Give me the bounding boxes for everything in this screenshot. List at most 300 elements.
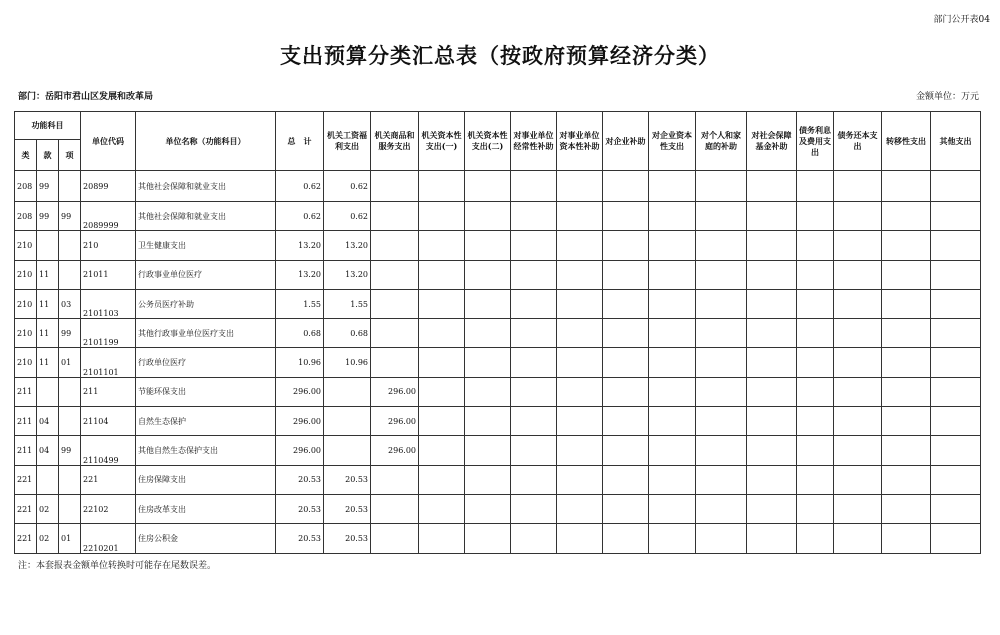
c2-cell <box>371 524 419 553</box>
c5-cell <box>511 289 557 318</box>
xiang-cell <box>59 465 81 494</box>
total-cell: 13.20 <box>276 260 324 289</box>
c3-cell <box>419 231 465 260</box>
header-c11: 债务利息及费用支出 <box>797 112 834 171</box>
c4-cell <box>465 171 511 202</box>
c6-cell <box>557 465 603 494</box>
lei-cell: 211 <box>15 407 37 436</box>
form-number: 部门公开表04 <box>933 15 990 25</box>
c8-cell <box>649 377 696 406</box>
c10-cell <box>747 377 797 406</box>
c2-cell <box>371 202 419 231</box>
c7-cell <box>603 260 649 289</box>
unit-code-cell: 2110499 <box>81 436 136 465</box>
unit-name-cell: 住房保障支出 <box>136 465 276 494</box>
table-header <box>15 112 981 171</box>
unit-code-cell: 2101103 <box>81 289 136 318</box>
kuan-cell: 11 <box>37 260 59 289</box>
total-cell: 10.96 <box>276 348 324 377</box>
lei-cell: 211 <box>15 436 37 465</box>
c13-cell <box>882 231 931 260</box>
unit-name-cell: 住房公积金 <box>136 524 276 553</box>
header-c4: 机关资本性支出(二) <box>465 112 511 171</box>
c4-cell <box>465 377 511 406</box>
c2-cell: 296.00 <box>371 407 419 436</box>
c1-cell: 10.96 <box>324 348 371 377</box>
c14-cell <box>931 202 981 231</box>
unit-name-cell: 住房改革支出 <box>136 494 276 523</box>
c5-cell <box>511 319 557 348</box>
c10-cell <box>747 202 797 231</box>
table-row <box>15 524 981 553</box>
c14-cell <box>931 231 981 260</box>
c1-cell <box>324 377 371 406</box>
unit-name-cell: 其他自然生态保护支出 <box>136 436 276 465</box>
c3-cell <box>419 260 465 289</box>
c7-cell <box>603 407 649 436</box>
unit-name-cell: 公务员医疗补助 <box>136 289 276 318</box>
header-c1: 机关工资福利支出 <box>324 112 371 171</box>
c7-cell <box>603 494 649 523</box>
table-row <box>15 348 981 377</box>
c10-cell <box>747 289 797 318</box>
c4-cell <box>465 260 511 289</box>
kuan-cell <box>37 465 59 494</box>
header-xiang: 项 <box>59 140 81 171</box>
c11-cell <box>797 377 834 406</box>
c13-cell <box>882 436 931 465</box>
c12-cell <box>834 202 882 231</box>
header-c10: 对社会保障基金补助 <box>747 112 797 171</box>
c14-cell <box>931 289 981 318</box>
c8-cell <box>649 231 696 260</box>
lei-cell: 208 <box>15 202 37 231</box>
c12-cell <box>834 348 882 377</box>
c12-cell <box>834 436 882 465</box>
c1-cell: 0.68 <box>324 319 371 348</box>
c10-cell <box>747 465 797 494</box>
c1-cell: 13.20 <box>324 231 371 260</box>
c14-cell <box>931 319 981 348</box>
c6-cell <box>557 436 603 465</box>
unit-code-cell: 221 <box>81 465 136 494</box>
c12-cell <box>834 377 882 406</box>
c1-cell: 0.62 <box>324 171 371 202</box>
c4-cell <box>465 348 511 377</box>
unit-name-cell: 节能环保支出 <box>136 377 276 406</box>
c3-cell <box>419 319 465 348</box>
unit-code-cell: 210 <box>81 231 136 260</box>
total-cell: 13.20 <box>276 231 324 260</box>
c3-cell <box>419 289 465 318</box>
xiang-cell: 99 <box>59 319 81 348</box>
xiang-cell: 03 <box>59 289 81 318</box>
c1-cell: 20.53 <box>324 524 371 553</box>
footnote: 注：本套报表金额单位转换时可能存在尾数误差。 <box>18 561 217 571</box>
lei-cell: 221 <box>15 465 37 494</box>
lei-cell: 211 <box>15 377 37 406</box>
unit-code-cell: 2210201 <box>81 524 136 553</box>
c2-cell <box>371 465 419 494</box>
c12-cell <box>834 465 882 494</box>
c4-cell <box>465 436 511 465</box>
xiang-cell <box>59 407 81 436</box>
c12-cell <box>834 231 882 260</box>
kuan-cell: 04 <box>37 407 59 436</box>
c3-cell <box>419 465 465 494</box>
total-cell: 20.53 <box>276 465 324 494</box>
c9-cell <box>696 465 747 494</box>
c14-cell <box>931 377 981 406</box>
c2-cell: 296.00 <box>371 377 419 406</box>
c12-cell <box>834 171 882 202</box>
xiang-cell: 01 <box>59 524 81 553</box>
c10-cell <box>747 171 797 202</box>
unit-name-cell: 行政事业单位医疗 <box>136 260 276 289</box>
c6-cell <box>557 231 603 260</box>
c7-cell <box>603 524 649 553</box>
c9-cell <box>696 407 747 436</box>
c10-cell <box>747 231 797 260</box>
xiang-cell: 99 <box>59 202 81 231</box>
kuan-cell: 02 <box>37 524 59 553</box>
unit-code-cell: 20899 <box>81 171 136 202</box>
kuan-cell: 11 <box>37 348 59 377</box>
header-unit-name: 单位名称（功能科目） <box>136 112 276 171</box>
c11-cell <box>797 319 834 348</box>
header-c9: 对个人和家庭的补助 <box>696 112 747 171</box>
xiang-cell <box>59 231 81 260</box>
c9-cell <box>696 494 747 523</box>
c10-cell <box>747 260 797 289</box>
c7-cell <box>603 202 649 231</box>
lei-cell: 210 <box>15 348 37 377</box>
c1-cell: 20.53 <box>324 494 371 523</box>
c5-cell <box>511 348 557 377</box>
c11-cell <box>797 260 834 289</box>
unit-code-cell: 21104 <box>81 407 136 436</box>
c6-cell <box>557 319 603 348</box>
c13-cell <box>882 260 931 289</box>
unit-code-cell: 22102 <box>81 494 136 523</box>
expenditure-table <box>14 111 981 554</box>
c4-cell <box>465 524 511 553</box>
c1-cell: 0.62 <box>324 202 371 231</box>
c10-cell <box>747 319 797 348</box>
c6-cell <box>557 407 603 436</box>
c10-cell <box>747 436 797 465</box>
header-c3: 机关资本性支出(一) <box>419 112 465 171</box>
c13-cell <box>882 494 931 523</box>
c3-cell <box>419 494 465 523</box>
c2-cell <box>371 260 419 289</box>
lei-cell: 210 <box>15 260 37 289</box>
table-row <box>15 289 981 318</box>
c8-cell <box>649 524 696 553</box>
c8-cell <box>649 319 696 348</box>
unit-code-cell: 2089999 <box>81 202 136 231</box>
c8-cell <box>649 260 696 289</box>
c4-cell <box>465 465 511 494</box>
c11-cell <box>797 524 834 553</box>
unit-code-cell: 2101199 <box>81 319 136 348</box>
header-c8: 对企业资本性支出 <box>649 112 696 171</box>
c14-cell <box>931 260 981 289</box>
table-row <box>15 436 981 465</box>
unit-name-cell: 行政单位医疗 <box>136 348 276 377</box>
c8-cell <box>649 202 696 231</box>
c1-cell: 20.53 <box>324 465 371 494</box>
c11-cell <box>797 436 834 465</box>
c9-cell <box>696 289 747 318</box>
c2-cell <box>371 319 419 348</box>
c5-cell <box>511 436 557 465</box>
c5-cell <box>511 524 557 553</box>
c9-cell <box>696 260 747 289</box>
c14-cell <box>931 494 981 523</box>
table-row <box>15 494 981 523</box>
header-unit-code: 单位代码 <box>81 112 136 171</box>
c13-cell <box>882 202 931 231</box>
c5-cell <box>511 171 557 202</box>
c6-cell <box>557 524 603 553</box>
xiang-cell <box>59 494 81 523</box>
unit-name-cell: 其他社会保障和就业支出 <box>136 202 276 231</box>
c7-cell <box>603 348 649 377</box>
c8-cell <box>649 436 696 465</box>
xiang-cell: 01 <box>59 348 81 377</box>
c12-cell <box>834 407 882 436</box>
header-c12: 债务还本支出 <box>834 112 882 171</box>
c13-cell <box>882 171 931 202</box>
c2-cell <box>371 231 419 260</box>
c3-cell <box>419 202 465 231</box>
c8-cell <box>649 171 696 202</box>
total-cell: 1.55 <box>276 289 324 318</box>
c5-cell <box>511 377 557 406</box>
c13-cell <box>882 524 931 553</box>
c13-cell <box>882 377 931 406</box>
c7-cell <box>603 171 649 202</box>
kuan-cell: 11 <box>37 289 59 318</box>
table-row <box>15 377 981 406</box>
c7-cell <box>603 289 649 318</box>
c10-cell <box>747 524 797 553</box>
c11-cell <box>797 465 834 494</box>
c8-cell <box>649 348 696 377</box>
c3-cell <box>419 524 465 553</box>
kuan-cell: 99 <box>37 202 59 231</box>
c6-cell <box>557 494 603 523</box>
c12-cell <box>834 289 882 318</box>
total-cell: 20.53 <box>276 494 324 523</box>
c7-cell <box>603 436 649 465</box>
lei-cell: 210 <box>15 289 37 318</box>
total-cell: 20.53 <box>276 524 324 553</box>
c12-cell <box>834 260 882 289</box>
c8-cell <box>649 289 696 318</box>
header-c2: 机关商品和服务支出 <box>371 112 419 171</box>
unit-code-cell: 21011 <box>81 260 136 289</box>
c13-cell <box>882 407 931 436</box>
c3-cell <box>419 348 465 377</box>
c13-cell <box>882 319 931 348</box>
lei-cell: 210 <box>15 319 37 348</box>
c7-cell <box>603 319 649 348</box>
header-kuan: 款 <box>37 140 59 171</box>
total-cell: 0.62 <box>276 171 324 202</box>
table-row <box>15 260 981 289</box>
c5-cell <box>511 465 557 494</box>
kuan-cell: 11 <box>37 319 59 348</box>
header-c7: 对企业补助 <box>603 112 649 171</box>
c6-cell <box>557 377 603 406</box>
department-label: 部门：岳阳市君山区发展和改革局 <box>18 92 154 102</box>
header-c5: 对事业单位经常性补助 <box>511 112 557 171</box>
c3-cell <box>419 171 465 202</box>
c14-cell <box>931 465 981 494</box>
c8-cell <box>649 465 696 494</box>
unit-name-cell: 其他行政事业单位医疗支出 <box>136 319 276 348</box>
header-func-group: 功能科目 <box>15 112 81 140</box>
header-c13: 转移性支出 <box>882 112 931 171</box>
unit-name-cell: 其他社会保障和就业支出 <box>136 171 276 202</box>
c10-cell <box>747 348 797 377</box>
table-row <box>15 465 981 494</box>
lei-cell: 221 <box>15 494 37 523</box>
c7-cell <box>603 231 649 260</box>
c8-cell <box>649 407 696 436</box>
page-title: 支出预算分类汇总表（按政府预算经济分类） <box>280 43 720 68</box>
c11-cell <box>797 231 834 260</box>
kuan-cell <box>37 231 59 260</box>
total-cell: 296.00 <box>276 436 324 465</box>
c11-cell <box>797 494 834 523</box>
kuan-cell <box>37 377 59 406</box>
total-cell: 0.62 <box>276 202 324 231</box>
xiang-cell <box>59 377 81 406</box>
lei-cell: 208 <box>15 171 37 202</box>
c9-cell <box>696 377 747 406</box>
c8-cell <box>649 494 696 523</box>
c14-cell <box>931 524 981 553</box>
c9-cell <box>696 348 747 377</box>
c11-cell <box>797 289 834 318</box>
unit-name-cell: 自然生态保护 <box>136 407 276 436</box>
xiang-cell: 99 <box>59 436 81 465</box>
c4-cell <box>465 494 511 523</box>
kuan-cell: 02 <box>37 494 59 523</box>
amount-unit-label: 金额单位：万元 <box>915 92 979 102</box>
c14-cell <box>931 348 981 377</box>
c5-cell <box>511 494 557 523</box>
c3-cell <box>419 377 465 406</box>
xiang-cell <box>59 171 81 202</box>
c7-cell <box>603 377 649 406</box>
c11-cell <box>797 202 834 231</box>
table-body <box>15 171 981 554</box>
c9-cell <box>696 171 747 202</box>
c3-cell <box>419 436 465 465</box>
kuan-cell: 99 <box>37 171 59 202</box>
c3-cell <box>419 407 465 436</box>
c9-cell <box>696 231 747 260</box>
c5-cell <box>511 407 557 436</box>
c10-cell <box>747 494 797 523</box>
header-total: 总 计 <box>276 112 324 171</box>
c13-cell <box>882 465 931 494</box>
c11-cell <box>797 407 834 436</box>
c2-cell <box>371 171 419 202</box>
c5-cell <box>511 231 557 260</box>
xiang-cell <box>59 260 81 289</box>
c12-cell <box>834 319 882 348</box>
c9-cell <box>696 524 747 553</box>
header-c14: 其他支出 <box>931 112 981 171</box>
c4-cell <box>465 231 511 260</box>
c13-cell <box>882 348 931 377</box>
c1-cell: 13.20 <box>324 260 371 289</box>
unit-code-cell: 2101101 <box>81 348 136 377</box>
c9-cell <box>696 319 747 348</box>
c2-cell <box>371 289 419 318</box>
c7-cell <box>603 465 649 494</box>
c9-cell <box>696 436 747 465</box>
c2-cell <box>371 494 419 523</box>
table-row <box>15 171 981 202</box>
c4-cell <box>465 202 511 231</box>
header-lei: 类 <box>15 140 37 171</box>
table-row <box>15 231 981 260</box>
c5-cell <box>511 202 557 231</box>
c2-cell: 296.00 <box>371 436 419 465</box>
c11-cell <box>797 171 834 202</box>
c6-cell <box>557 260 603 289</box>
total-cell: 296.00 <box>276 377 324 406</box>
c12-cell <box>834 494 882 523</box>
unit-code-cell: 211 <box>81 377 136 406</box>
c11-cell <box>797 348 834 377</box>
c4-cell <box>465 289 511 318</box>
c9-cell <box>696 202 747 231</box>
lei-cell: 221 <box>15 524 37 553</box>
unit-name-cell: 卫生健康支出 <box>136 231 276 260</box>
c14-cell <box>931 407 981 436</box>
c12-cell <box>834 524 882 553</box>
total-cell: 0.68 <box>276 319 324 348</box>
c1-cell <box>324 407 371 436</box>
c2-cell <box>371 348 419 377</box>
kuan-cell: 04 <box>37 436 59 465</box>
c13-cell <box>882 289 931 318</box>
table-row <box>15 319 981 348</box>
c6-cell <box>557 171 603 202</box>
c4-cell <box>465 407 511 436</box>
table-row <box>15 407 981 436</box>
c10-cell <box>747 407 797 436</box>
header-c6: 对事业单位资本性补助 <box>557 112 603 171</box>
c14-cell <box>931 171 981 202</box>
lei-cell: 210 <box>15 231 37 260</box>
c6-cell <box>557 202 603 231</box>
table-row <box>15 202 981 231</box>
c5-cell <box>511 260 557 289</box>
c1-cell <box>324 436 371 465</box>
c14-cell <box>931 436 981 465</box>
c4-cell <box>465 319 511 348</box>
c1-cell: 1.55 <box>324 289 371 318</box>
c6-cell <box>557 289 603 318</box>
